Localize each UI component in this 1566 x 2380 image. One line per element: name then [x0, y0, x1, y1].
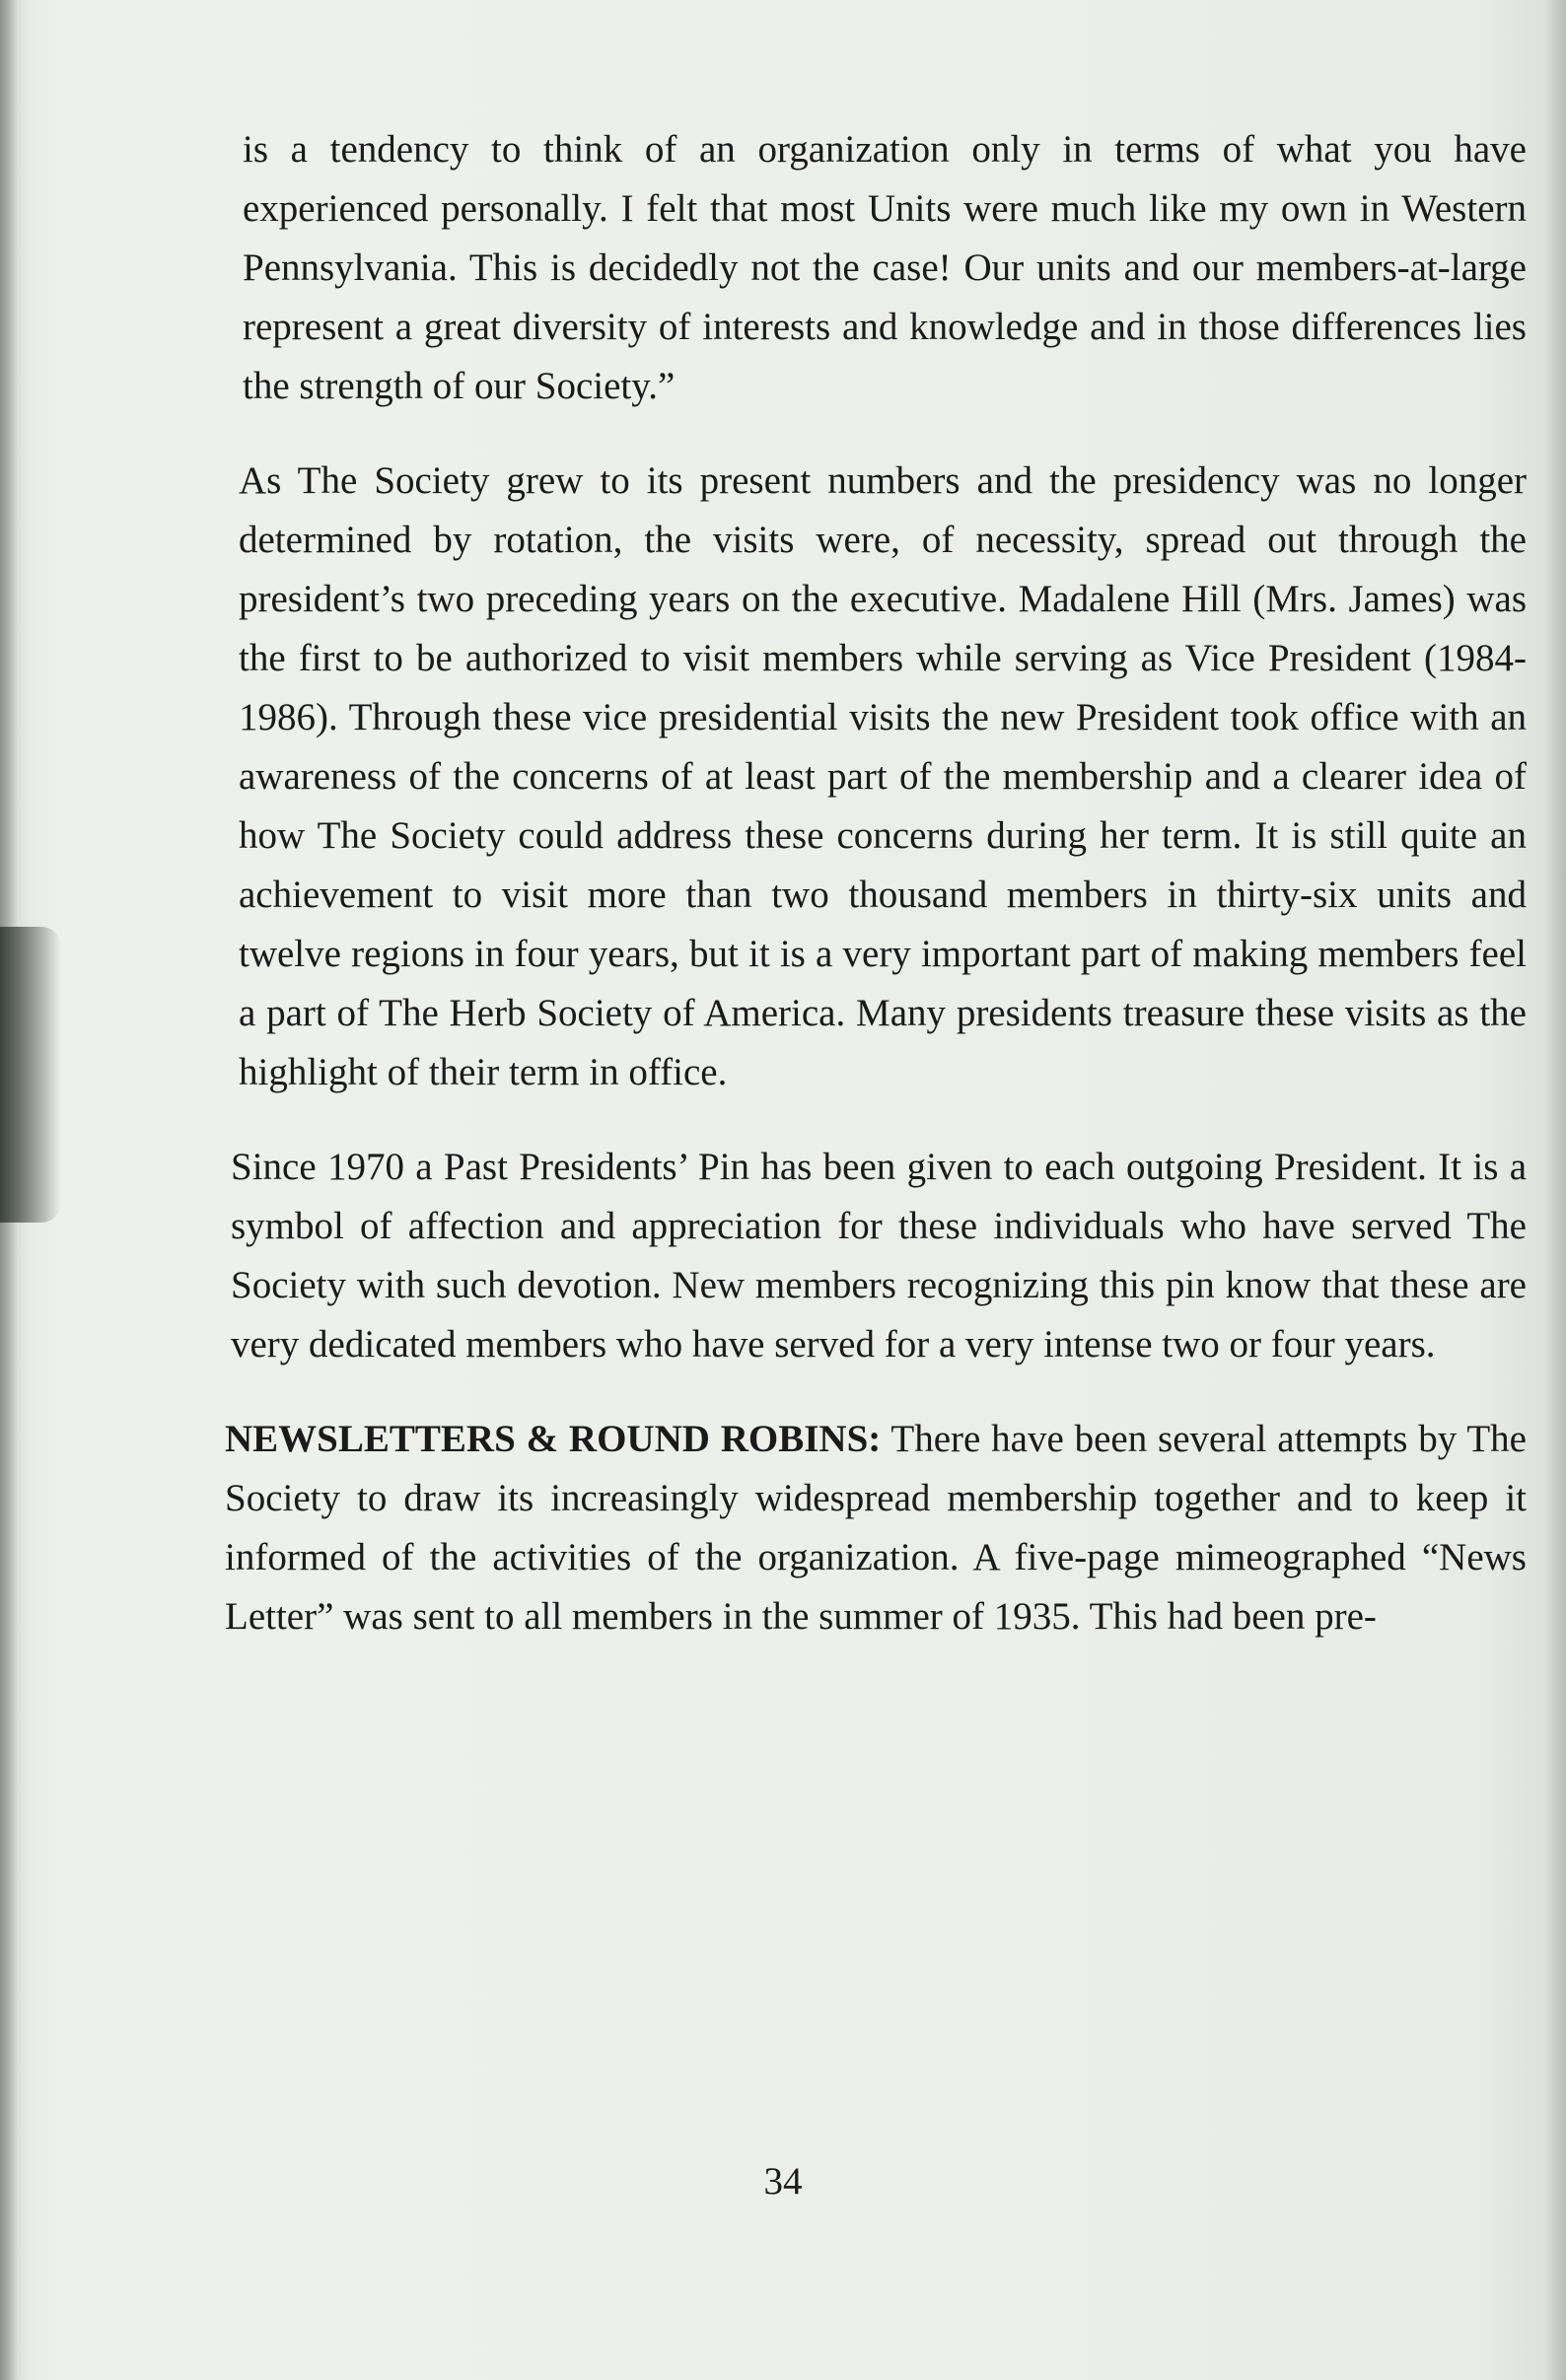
paragraph-2: As The Society grew to its present numbers and the presidency was no longer determined by rotation, the visits were, of necessity, spread out through the president’s two preceding years on the executive. Madalene Hill (Mrs. James) was the first to be authorized to visit members while serving as Vice President (1984-1986). Through these vice presidential visits the new President took office with an awareness of the concerns of at least part of the membership and a clearer idea of how The Society could address these concerns during her term. It is still quite an achievement to visit more than two thousand members in thirty-six units and twelve regions in four years, but it is a very important part of making members feel a part of The Herb Society of America. Many presidents treasure these visits as the highlight of their term in office.	[239, 459, 1527, 1093]
page-edge-shadow	[1544, 0, 1566, 2380]
paragraph-4-text: There have been several attempts by The Society to draw its increasingly widespread membership together and to keep it informed of the activities of the organization. A five-page mimeographed “News Letter” was sent to all members in the summer of 1935. This had been pre-	[225, 1418, 1527, 1638]
paragraph-4	[225, 1410, 1527, 1646]
binding-mark	[0, 927, 61, 1223]
body-text	[225, 120, 1527, 1646]
paragraph-3: Since 1970 a Past Presidents’ Pin has been given to each outgoing President. It is a symbol of affection and appreciation for these individuals who have served The Society with such devotion. New members recognizing this pin know that these are very dedicated members who have served for a very intense two or four years.	[231, 1146, 1527, 1365]
paragraph-1: is a tendency to think of an organization only in terms of what you have experienced personally. I felt that most Units were much like my own in Western Pennsylvania. This is decidedly not the case! Our units and our members-at-large represent a great diversity of interests and knowledge and in those differences lies the strength of our Society.”	[243, 128, 1527, 407]
section-heading: NEWSLETTERS & ROUND ROBINS:	[225, 1418, 882, 1460]
page-number: 34	[763, 2160, 803, 2203]
